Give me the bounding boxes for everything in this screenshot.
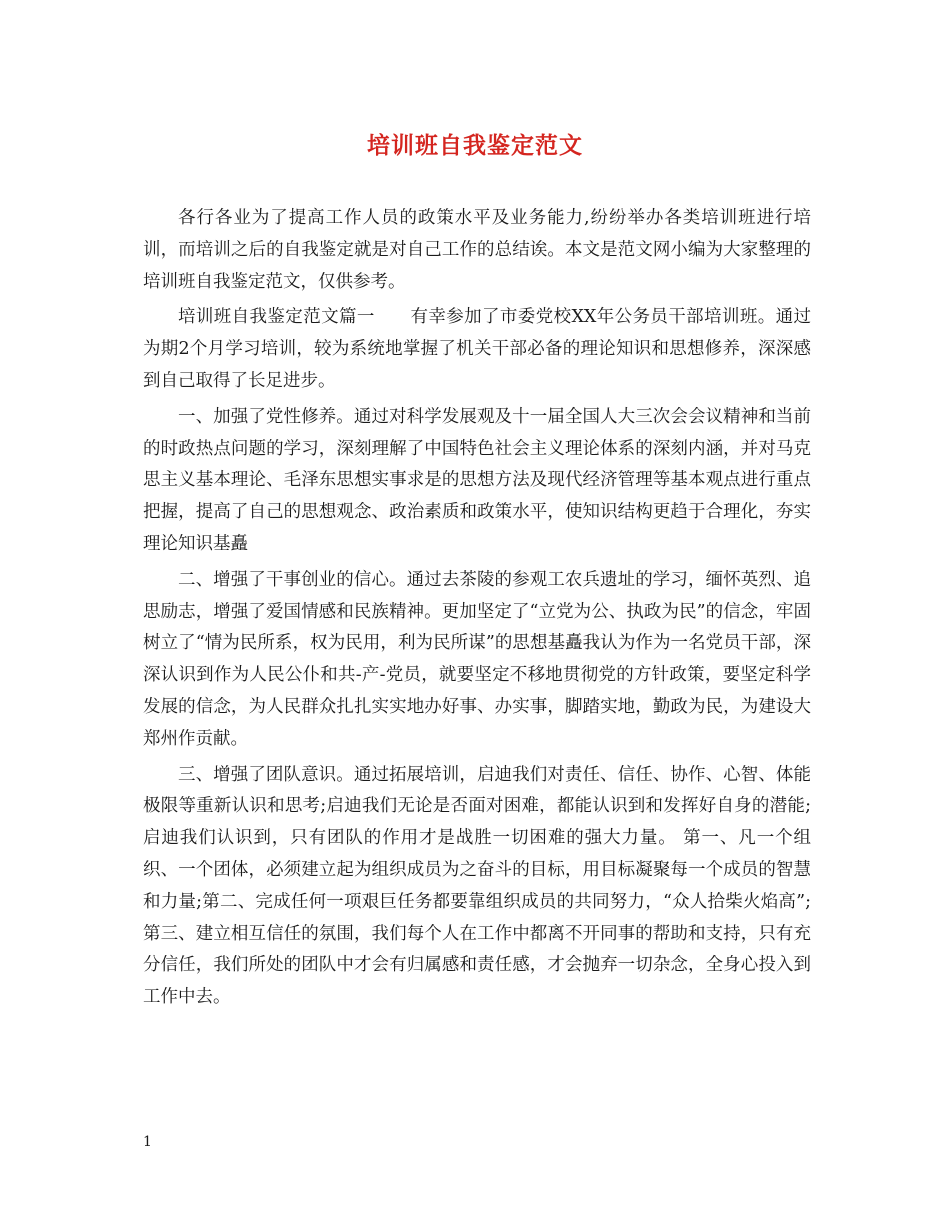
paragraph-point-two: 二、增强了干事创业的信心。通过去茶陵的参观工农兵遗址的学习，缅怀英烈、追思励志，增强了爱国情感和民族精神。更加坚定了“立党为公、执政为民”的信念，牢固树立了“情为民所系，权为民用，利为民所谋”的思想基矗我认为作为一名党员干部，深深认识到作为人民公仆和共-产-党员，就要坚定不移地贯彻党的方针政策，要坚定科学发展的信念，为人民群众扎扎实实地办好事、办实事，脚踏实地，勤政为民，为建设大郑州作贡献。	[143, 569, 811, 749]
document-title: 培训班自我鉴定范文	[367, 132, 583, 159]
paragraph-point-one: 一、加强了党性修养。通过对科学发展观及十一届全国人大三次会会议精神和当前的时政热点问题的学习，深刻理解了中国特色社会主义理论体系的深刻内涵，并对马克思主义基本理论、毛泽东思想实事求是的思想方法及现代经济管理等基本观点进行重点把握，提高了自己的思想观念、政治素质和政策水平，使知识结构更趋于合理化，夯实理论知识基矗	[143, 406, 811, 554]
page-number: 1	[143, 1134, 152, 1150]
document-body	[143, 203, 811, 1018]
paragraph-point-three: 三、增强了团队意识。通过拓展培训，启迪我们对责任、信任、协作、心智、体能极限等重新认识和思考;启迪我们无论是否面对困难，都能认识到和发挥好自身的潜能;启迪我们认识到，只有团队的作用才是战胜一切困难的强大力量。 第一、凡一个组织、一个团体，必须建立起为组织成员为之奋斗的目标，用目标凝聚每一个成员的智慧和力量;第二、完成任何一项艰巨任务都要靠组织成员的共同努力，“众人拾柴火焰高”;第三、建立相互信任的氛围，我们每个人在工作中都离不开同事的帮助和支持，只有充分信任，我们所处的团队中才会有归属感和责任感，才会抛弃一切杂念，全身心投入到工作中去。	[143, 764, 811, 1008]
paragraph-intro: 各行各业为了提高工作人员的政策水平及业务能力,纷纷举办各类培训班进行培训，而培训之后的自我鉴定就是对自己工作的总结诶。本文是范文网小编为大家整理的培训班自我鉴定范文，仅供参考。	[143, 208, 811, 292]
paragraph-sample-one: 培训班自我鉴定范文篇一 有幸参加了市委党校XX年公务员干部培训班。通过为期2个月学习培训，较为系统地掌握了机关干部必备的理论知识和思想修养，深深感到自己取得了长足进步。	[143, 307, 811, 391]
